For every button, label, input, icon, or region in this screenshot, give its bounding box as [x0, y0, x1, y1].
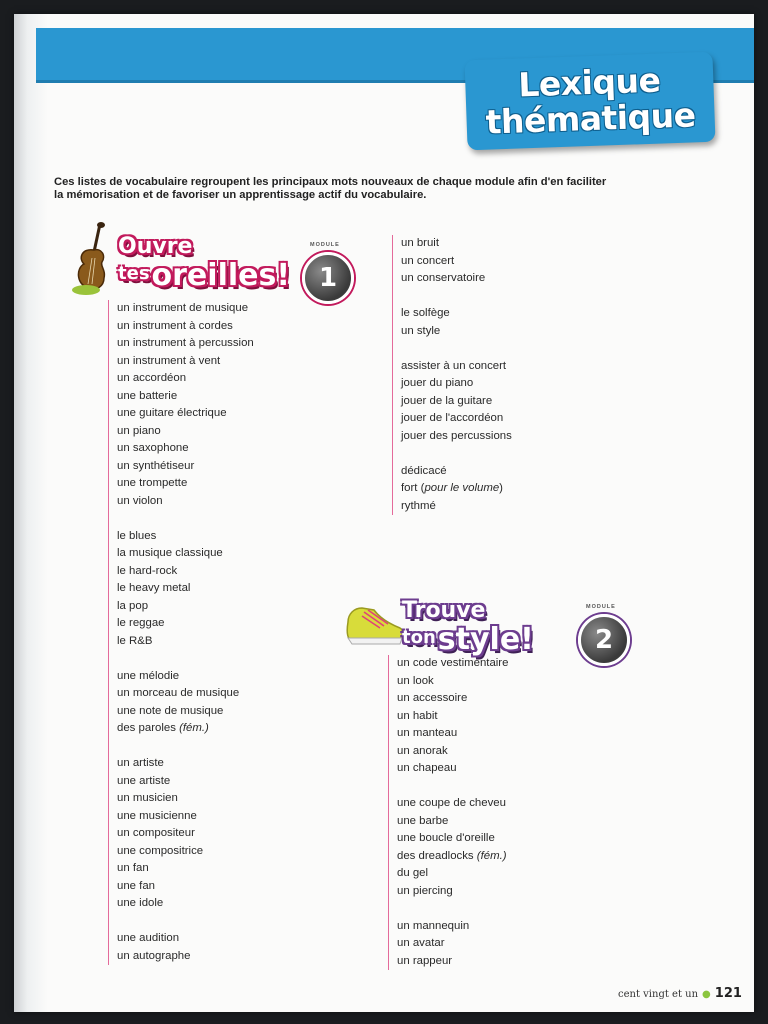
module1-vocab-list — [108, 300, 254, 965]
list-item-text: un style — [401, 324, 441, 337]
list-item-text: un mannequin — [397, 919, 470, 932]
list-item — [117, 423, 254, 441]
list-item-text: un accessoire — [397, 692, 468, 704]
list-item-text: un compositeur — [117, 827, 195, 839]
list-item — [397, 813, 508, 831]
list-item-text: un concert — [401, 254, 455, 267]
list-item-text: le R&B — [117, 634, 153, 647]
list-item-text: fort — [401, 482, 418, 494]
list-item — [117, 440, 254, 458]
list-item-text: une idole — [117, 897, 164, 909]
list-item — [117, 528, 254, 546]
list-item — [401, 463, 512, 481]
list-item — [117, 580, 254, 598]
list-item — [397, 865, 508, 883]
list-item-text: jouer des percussions — [401, 429, 512, 442]
list-item — [117, 318, 254, 336]
list-item-text: rythmé — [401, 499, 436, 512]
list-item-text: une musicienne — [117, 809, 197, 822]
list-item — [401, 235, 512, 253]
list-item — [117, 825, 254, 843]
list-item — [401, 253, 512, 271]
list-item-text: un rappeur — [397, 954, 453, 967]
list-item-text: une artiste — [117, 774, 171, 787]
list-item-text: un accordéon — [117, 372, 187, 384]
list-item-text: un instrument de musique — [117, 302, 249, 314]
textbook-page — [14, 14, 754, 1012]
list-item-text: la pop — [117, 599, 149, 612]
list-item-text: des dreadlocks — [397, 849, 474, 862]
list-item — [397, 795, 508, 813]
module1-header — [70, 220, 360, 310]
module1-vocab-list-continued — [392, 235, 512, 515]
list-item-text: le blues — [117, 529, 157, 542]
list-item — [401, 375, 512, 393]
page-title-line1: Lexique — [517, 60, 661, 105]
module1-label: MODULE — [310, 242, 340, 248]
list-item-text: une mélodie — [117, 669, 180, 682]
list-item-text: un synthétiseur — [117, 459, 195, 472]
list-item-text: le reggae — [117, 617, 165, 629]
list-item — [117, 633, 254, 651]
list-item-text: une note de musique — [117, 704, 224, 717]
list-item-text: une guitare électrique — [117, 407, 227, 419]
list-item-text: un anorak — [397, 744, 448, 757]
list-item — [117, 545, 254, 563]
intro-line1: Ces listes de vocabulaire regroupent les principaux mots nouveaux de chaque module afin d'en faciliter — [54, 176, 607, 188]
list-item-text: un instrument à cordes — [117, 319, 233, 332]
list-item — [117, 720, 254, 738]
list-spacer — [397, 778, 508, 796]
list-spacer — [401, 288, 512, 306]
list-item — [117, 668, 254, 686]
list-item — [117, 808, 254, 826]
list-item-text: un avatar — [397, 937, 445, 949]
list-spacer — [117, 510, 254, 528]
list-item-text: une barbe — [397, 814, 449, 827]
module1-title-small: tes — [118, 263, 150, 284]
list-item — [117, 370, 254, 388]
list-item-text: dédicacé — [401, 464, 447, 477]
list-item — [397, 883, 508, 901]
module2-number: 2 — [578, 614, 630, 666]
list-item-text: un instrument à vent — [117, 354, 221, 367]
list-item-text: des paroles — [117, 722, 176, 734]
list-item-text: un instrument à percussion — [117, 337, 254, 349]
list-item — [117, 930, 254, 948]
list-item-note: ) — [499, 482, 503, 494]
list-item — [117, 475, 254, 493]
list-item — [117, 493, 254, 511]
list-item — [397, 655, 508, 673]
list-item-text: la musique classique — [117, 547, 223, 559]
list-item — [117, 843, 254, 861]
list-item — [117, 860, 254, 878]
list-item-text: une compositrice — [117, 844, 204, 857]
list-item-text: un conservatoire — [401, 272, 486, 284]
list-item — [397, 760, 508, 778]
list-item-text: une trompette — [117, 477, 188, 489]
list-spacer — [401, 445, 512, 463]
list-item — [117, 685, 254, 703]
list-item — [401, 480, 512, 498]
list-item-text: une boucle d'oreille — [397, 832, 495, 844]
list-item — [117, 388, 254, 406]
page-number: 121 — [714, 986, 742, 1001]
list-item — [117, 615, 254, 633]
list-item — [397, 708, 508, 726]
module1-title-bottom — [118, 258, 290, 293]
list-item — [401, 498, 512, 516]
page-spine-shadow — [14, 14, 48, 1012]
list-item-text: le heavy metal — [117, 582, 191, 594]
list-item-text: jouer du piano — [401, 377, 474, 389]
list-item — [397, 690, 508, 708]
page-title-line2: thématique — [485, 95, 697, 142]
list-item-text: un code vestimentaire — [397, 657, 509, 669]
list-item-text: un violon — [117, 494, 163, 507]
list-item-text: un artiste — [117, 757, 164, 769]
list-item — [401, 358, 512, 376]
list-item-note: ( — [420, 482, 425, 494]
list-item-note: pour le volume — [424, 482, 500, 494]
module2-title-top: Trouve — [402, 598, 486, 623]
list-item-text: une batterie — [117, 389, 178, 402]
sneaker-icon — [344, 594, 406, 654]
list-item — [401, 270, 512, 288]
list-item — [117, 755, 254, 773]
list-item-text: jouer de l'accordéon — [401, 412, 504, 424]
module1-title-main: oreilles! — [151, 258, 291, 293]
list-item — [117, 703, 254, 721]
list-item — [117, 790, 254, 808]
list-item — [397, 918, 508, 936]
list-item-text: du gel — [397, 867, 429, 879]
list-item-text: le solfège — [401, 307, 450, 319]
list-item — [397, 830, 508, 848]
list-item-text: jouer de la guitare — [401, 394, 493, 407]
list-item-text: un look — [397, 674, 434, 687]
list-item — [401, 410, 512, 428]
intro-line2: la mémorisation et de favoriser un apprentissage actif du vocabulaire. — [54, 189, 427, 201]
list-item-text: un fan — [117, 862, 149, 874]
list-item-text: un piercing — [397, 884, 453, 897]
list-item — [117, 458, 254, 476]
list-item — [397, 935, 508, 953]
list-spacer — [401, 340, 512, 358]
list-spacer — [117, 913, 254, 931]
bullet-dot-icon: ● — [702, 989, 711, 1000]
list-item — [397, 673, 508, 691]
list-item — [397, 743, 508, 761]
list-item — [117, 878, 254, 896]
list-item — [117, 895, 254, 913]
list-spacer — [397, 900, 508, 918]
list-item — [397, 953, 508, 971]
list-item — [401, 305, 512, 323]
page-number-words: cent vingt et un — [618, 989, 699, 1000]
list-item-note: (fém.) — [476, 849, 507, 862]
list-item-text: une fan — [117, 879, 156, 892]
list-item-text: assister à un concert — [401, 359, 507, 372]
list-item-text: un chapeau — [397, 762, 457, 774]
list-item — [397, 848, 508, 866]
list-item — [117, 353, 254, 371]
list-item-text: un piano — [117, 424, 161, 437]
list-spacer — [117, 650, 254, 668]
module2-title-small: ton — [402, 627, 436, 648]
list-item — [117, 335, 254, 353]
list-item — [117, 948, 254, 966]
module2-vocab-list — [388, 655, 508, 970]
module1-number: 1 — [302, 252, 354, 304]
list-item — [401, 428, 512, 446]
list-item-text: un musicien — [117, 792, 178, 804]
list-item-note: (fém.) — [179, 722, 209, 734]
list-item — [117, 563, 254, 581]
list-item — [401, 393, 512, 411]
list-item — [397, 725, 508, 743]
list-item-text: un habit — [397, 709, 438, 722]
list-item-text: un autographe — [117, 949, 191, 962]
intro-paragraph — [54, 176, 654, 202]
list-item — [117, 598, 254, 616]
list-item — [117, 405, 254, 423]
list-spacer — [117, 738, 254, 756]
list-item-text: un bruit — [401, 237, 439, 249]
list-item-text: le hard-rock — [117, 564, 178, 577]
list-item-text: une coupe de cheveu — [397, 797, 506, 809]
page-footer — [618, 986, 742, 1001]
list-item — [401, 323, 512, 341]
list-item — [117, 773, 254, 791]
list-item-text: une audition — [117, 932, 180, 944]
module1-title-top: Ouvre — [118, 234, 193, 259]
module2-title-bottom — [402, 622, 534, 657]
list-item-text: un morceau de musique — [117, 687, 240, 699]
module2-label: MODULE — [586, 604, 616, 610]
module2-title-main: style! — [437, 622, 534, 657]
list-item-text: un saxophone — [117, 442, 189, 454]
page-title — [465, 52, 716, 151]
violin-icon — [70, 222, 118, 300]
list-item — [117, 300, 254, 318]
list-item-text: un manteau — [397, 727, 458, 739]
